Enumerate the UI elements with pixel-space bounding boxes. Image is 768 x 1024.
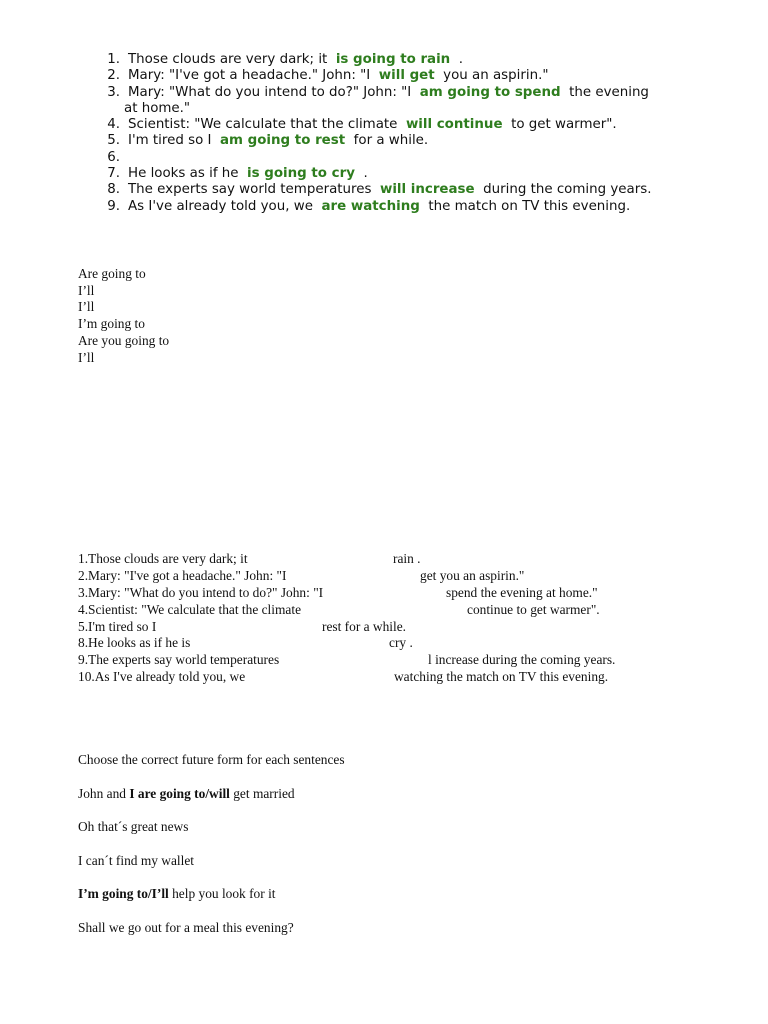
answer-highlight: is going to cry bbox=[247, 166, 355, 182]
item-number: 7. bbox=[107, 166, 120, 182]
sentence-continuation: at home." bbox=[124, 100, 191, 116]
word-list-item: Are going to bbox=[78, 266, 146, 281]
word-list-item: I’m going to bbox=[78, 316, 145, 332]
item-number: 9. bbox=[107, 198, 120, 214]
blank-row-end: l increase during the coming years. bbox=[428, 652, 616, 668]
sentence-end: during the coming years. bbox=[483, 182, 652, 198]
blank-row-start: 8.He looks as if he is bbox=[78, 635, 191, 651]
blank-row-end: rest for a while. bbox=[322, 618, 407, 634]
line-text: Shall we go out for a meal this evening? bbox=[78, 919, 294, 935]
item-number: 5. bbox=[107, 133, 120, 149]
answer-highlight: will get bbox=[378, 68, 435, 84]
blank-row-start: 1.Those clouds are very dark; it bbox=[78, 551, 248, 566]
sentence-start: He looks as if he bbox=[128, 166, 239, 182]
item-number: 2. bbox=[107, 68, 120, 84]
line-text: get married bbox=[229, 785, 295, 801]
line-text: I can´t find my wallet bbox=[78, 852, 195, 868]
blank-row-start: 4.Scientist: "We calculate that the climate bbox=[78, 601, 302, 617]
word-list bbox=[78, 266, 169, 366]
answer-highlight: is going to rain bbox=[335, 52, 451, 67]
sentence-end: for a while. bbox=[353, 133, 429, 149]
sentence-start: As I've already told you, we bbox=[128, 198, 313, 214]
sentence-start: Mary: "What do you intend to do?" John: "I bbox=[128, 84, 412, 100]
item-number: 1. bbox=[107, 52, 120, 67]
sentence-start: Mary: "I've got a headache." John: "I bbox=[128, 68, 371, 84]
blank-row-start: 5.I'm tired so I bbox=[78, 618, 157, 634]
answer-choice-bold: I’m going to/I’ll bbox=[78, 886, 169, 902]
word-list-item: I’ll bbox=[78, 349, 95, 365]
list-item bbox=[98, 117, 738, 133]
list-item bbox=[98, 199, 738, 215]
list-item-continuation bbox=[98, 101, 738, 117]
answer-highlight: am going to rest bbox=[220, 133, 346, 149]
blank-row-end: rain . bbox=[393, 551, 421, 566]
blank-row-end: get you an aspirin." bbox=[420, 567, 525, 583]
blank-row-start: 10.As I've already told you, we bbox=[78, 669, 246, 685]
sentence-end: you an aspirin." bbox=[443, 68, 549, 84]
answer-highlight: will continue bbox=[405, 117, 503, 133]
list-item bbox=[98, 133, 738, 149]
list-item bbox=[98, 68, 738, 84]
exercise-line bbox=[78, 786, 345, 820]
exercise-line bbox=[78, 853, 345, 887]
list-item bbox=[98, 85, 738, 101]
word-list-item: I’ll bbox=[78, 282, 95, 298]
blank-row-end: watching the match on TV this evening. bbox=[394, 669, 609, 685]
list-item bbox=[98, 182, 738, 198]
item-number: 3. bbox=[107, 84, 120, 100]
sentence-end: . bbox=[363, 166, 368, 182]
answer-highlight: will increase bbox=[379, 182, 475, 198]
line-text: John and bbox=[78, 785, 130, 801]
line-text: help you look for it bbox=[168, 886, 276, 902]
word-list-item: Are you going to bbox=[78, 332, 170, 348]
exercise-line bbox=[78, 819, 345, 853]
list-item bbox=[98, 52, 738, 68]
blank-row-end: continue to get warmer". bbox=[467, 601, 600, 617]
sentence-end: . bbox=[458, 52, 463, 67]
item-number: 6. bbox=[107, 149, 120, 165]
sentence-start: The experts say world temperatures bbox=[128, 182, 372, 198]
sentence-start: Those clouds are very dark; it bbox=[128, 52, 328, 67]
exercise-instruction: Choose the correct future form for each sentences bbox=[78, 752, 345, 767]
list-item bbox=[98, 150, 738, 166]
blank-row-start: 2.Mary: "I've got a headache." John: "I bbox=[78, 567, 287, 583]
blank-row-end: cry . bbox=[389, 635, 413, 651]
sentence-end: to get warmer". bbox=[511, 117, 617, 133]
answer-highlight: are watching bbox=[321, 198, 420, 214]
list-item bbox=[98, 166, 738, 182]
exercise-line bbox=[78, 886, 345, 920]
answer-choice-bold: I are going to/will bbox=[129, 785, 230, 801]
sentence-end: the match on TV this evening. bbox=[428, 198, 631, 214]
answered-sentences-list bbox=[98, 52, 738, 215]
sentence-start: Scientist: "We calculate that the climate bbox=[128, 117, 398, 133]
item-number: 4. bbox=[107, 117, 120, 133]
sentence-start: I'm tired so I bbox=[128, 133, 212, 149]
blank-row-start: 3.Mary: "What do you intend to do?" John: "I bbox=[78, 584, 324, 600]
item-number: 8. bbox=[107, 182, 120, 198]
word-list-item: I’ll bbox=[78, 299, 95, 315]
blank-row-end: spend the evening at home." bbox=[446, 584, 598, 600]
answer-highlight: am going to spend bbox=[419, 84, 561, 100]
blank-row-start: 9.The experts say world temperatures bbox=[78, 652, 280, 668]
exercise-line bbox=[78, 920, 345, 954]
exercise-section bbox=[78, 752, 345, 954]
sentence-end: the evening bbox=[569, 84, 649, 100]
line-text: Oh that´s great news bbox=[78, 819, 189, 835]
